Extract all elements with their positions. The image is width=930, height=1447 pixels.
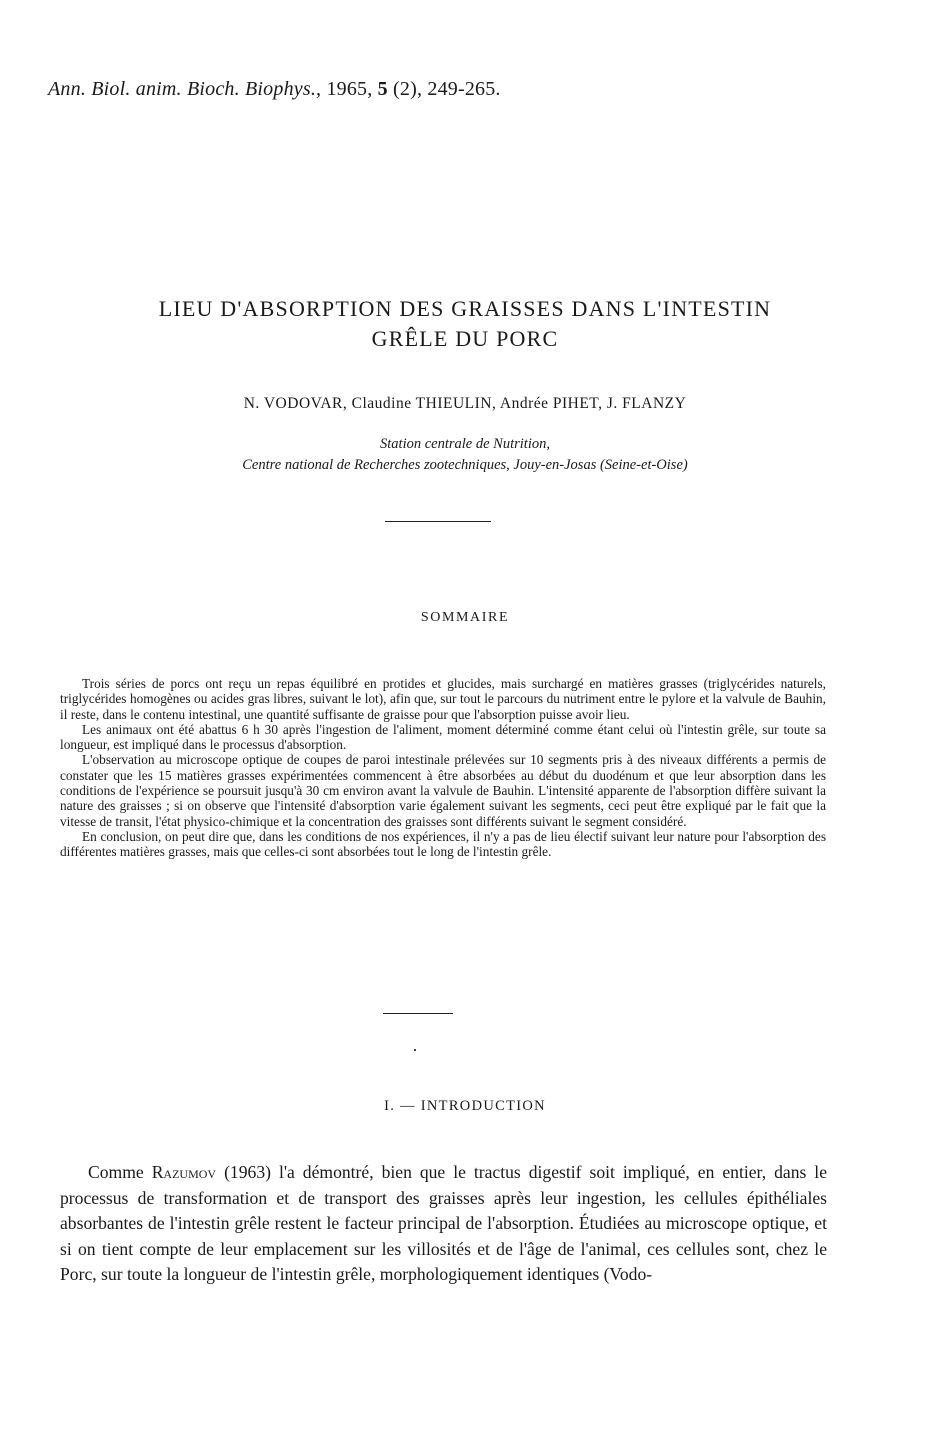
article-title [40, 294, 890, 354]
author-list: N. VODOVAR, Claudine THIEULIN, Andrée PIHET, J. FLANZY [243, 395, 687, 412]
citation-issue-pages: (2), 249-265. [393, 78, 501, 100]
summary-paragraph: En conclusion, on peut dire que, dans les conditions de nos expériences, il n'y a pas de lieu électif suivant leur nature pour l'absorption des différentes matières grasses, mais que celles-ci sont absorbées tout le long de l'intestin grêle. [60, 828, 826, 860]
summary-paragraph: L'observation au microscope optique de coupes de paroi intestinale prélevées sur 10 segments pris à des niveaux différents a permis de constater que les 15 matières grasses expérimentées commencent à être absorbées au début du duodénum et que leur absorption dans les conditions de l'expérience se poursuit jusqu'à 30 cm environ avant la valvule de Bauhin. L'intensité apparente de l'absorption diffère suivant la nature des graisses ; si on observe que l'intensité d'absorption varie également suivant les segments, ceci peut être expliqué par le fait que la vitesse de transit, l'état physico-chimique et la concentration des graisses sont différents suivant le segment considéré. [60, 752, 826, 829]
citation-year: 1965, [326, 78, 373, 100]
summary-paragraph: Les animaux ont été abattus 6 h 30 après l'ingestion de l'aliment, moment déterminé comme étant celui où l'intestin grêle, sur toute sa longueur, est impliqué dans le processus d'absorption. [60, 721, 826, 753]
affiliation-line-1: Station centrale de Nutrition, [380, 436, 550, 452]
author-reference: Razumov [151, 1162, 217, 1182]
affiliation-line-2: Centre national de Recherches zootechniques, Jouy-en-Josas (Seine-et-Oise) [242, 457, 688, 473]
summary-paragraph: Trois séries de porcs ont reçu un repas équilibré en protides et glucides, mais surchargé en matières grasses (triglycérides naturels, triglycérides homogènes ou acides gras libres, suivant le lot), afin que, sur tout le parcours du nutriment entre le pylore et la valvule de Bauhin, il reste, dans le contenu intestinal, une quantité suffisante de graisse pour que l'absorption puisse avoir lieu. [60, 676, 826, 722]
introduction-heading: I. — INTRODUCTION [384, 1098, 546, 1114]
journal-name: Ann. Biol. anim. Bioch. Biophys., [48, 78, 322, 100]
separator-rule [385, 521, 491, 522]
citation-volume: 5 [377, 78, 388, 100]
text-after-ref: (1963) l'a démontré, bien que le tractus digestif soit impliqué, en entier, dans le processus de transformation et de transport des graisses après leur ingestion, les cellules épithéliales absorbantes de l'intestin grêle restent le facteur principal de l'absorption. Étudiées au microscope optique, et si on tient compte de leur emplacement sur les villosités et de l'âge de l'animal, ces cellules sont, chez le Porc, sur toute la longueur de l'intestin grêle, morphologiquement identiques (Vodo- [60, 1162, 827, 1285]
title-line-1: LIEU D'ABSORPTION DES GRAISSES DANS L'INTESTIN [158, 296, 772, 321]
title-line-2: GRÊLE DU PORC [371, 326, 559, 351]
text-before-ref: Comme [88, 1162, 152, 1182]
summary-block [60, 676, 826, 860]
body-paragraph [60, 1160, 827, 1288]
affiliation [0, 434, 930, 476]
stray-dot [414, 1049, 416, 1051]
separator-rule [383, 1013, 453, 1014]
introduction-body [60, 1160, 827, 1288]
summary-heading: SOMMAIRE [420, 610, 510, 625]
journal-citation [48, 78, 748, 101]
